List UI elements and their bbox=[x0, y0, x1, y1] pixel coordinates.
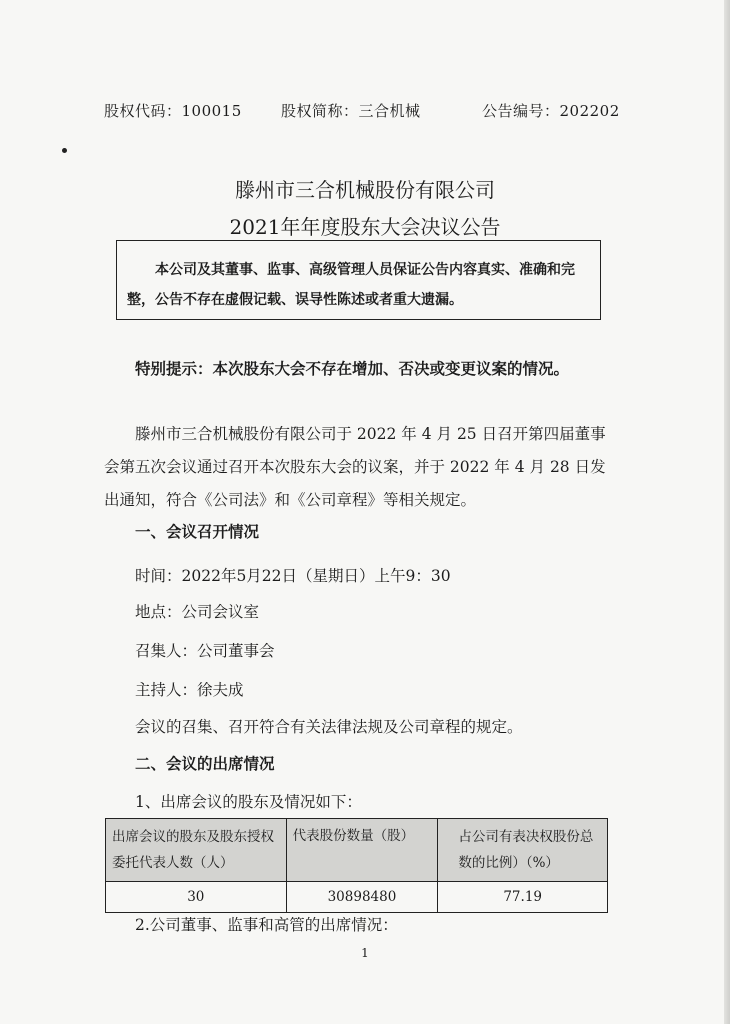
document-title: 2021年年度股东大会决议公告 bbox=[229, 215, 501, 239]
meeting-compliance: 会议的召集、召开符合有关法律法规及公司章程的规定。 bbox=[135, 718, 523, 736]
meeting-time: 时间：2022年5月22日（星期日）上午9：30 bbox=[135, 567, 451, 585]
table-cell: 30898480 bbox=[286, 882, 438, 913]
section1-heading: 一、会议召开情况 bbox=[135, 522, 260, 541]
meeting-convener: 召集人：公司董事会 bbox=[135, 642, 275, 660]
table-header-cell: 代表股份数量（股） bbox=[286, 819, 438, 882]
scan-speck bbox=[62, 148, 67, 153]
table-cell: 77.19 bbox=[438, 882, 608, 913]
statement-line-2: 整，公告不存在虚假记载、误导性陈述或者重大遗漏。 bbox=[127, 292, 463, 308]
table-cell: 30 bbox=[106, 882, 287, 913]
page-number: 1 bbox=[361, 946, 369, 960]
table-header-cell: 出席会议的股东及股东授权委托代表人数（人） bbox=[106, 819, 287, 882]
statement-line-1: 本公司及其董事、监事、高级管理人员保证公告内容真实、准确和完 bbox=[155, 262, 575, 278]
notice-number: 公告编号：202202 bbox=[482, 102, 620, 120]
meeting-host: 主持人：徐夫成 bbox=[135, 681, 244, 699]
scan-edge bbox=[724, 0, 730, 1024]
attendance-table bbox=[105, 818, 608, 913]
meeting-place: 地点：公司会议室 bbox=[135, 603, 260, 621]
intro-paragraph: 滕州市三合机械股份有限公司于 2022 年 4 月 25 日召开第四届董事会第五次会议通过召开本次股东大会的议案，并于 2022 年 4 月 28 日发出通知，符合《公司法》和《公司章程》等相关规定。 bbox=[104, 425, 606, 509]
attendance-item-2: 2.公司董事、监事和高管的出席情况： bbox=[135, 916, 398, 934]
table-header-row bbox=[106, 819, 608, 882]
company-title: 滕州市三合机械股份有限公司 bbox=[235, 178, 495, 202]
table-header-cell: 占公司有表决权股份总数的比例）（%） bbox=[438, 819, 608, 882]
attendance-item-1: 1、出席会议的股东及情况如下： bbox=[135, 793, 362, 811]
section2-heading: 二、会议的出席情况 bbox=[135, 754, 275, 773]
special-notice: 特别提示：本次股东大会不存在增加、否决或变更议案的情况。 bbox=[135, 359, 570, 378]
table-row bbox=[106, 882, 608, 913]
statement-box bbox=[116, 240, 601, 320]
stock-abbreviation: 股权简称：三合机械 bbox=[281, 102, 421, 120]
stock-code: 股权代码：100015 bbox=[104, 102, 242, 120]
